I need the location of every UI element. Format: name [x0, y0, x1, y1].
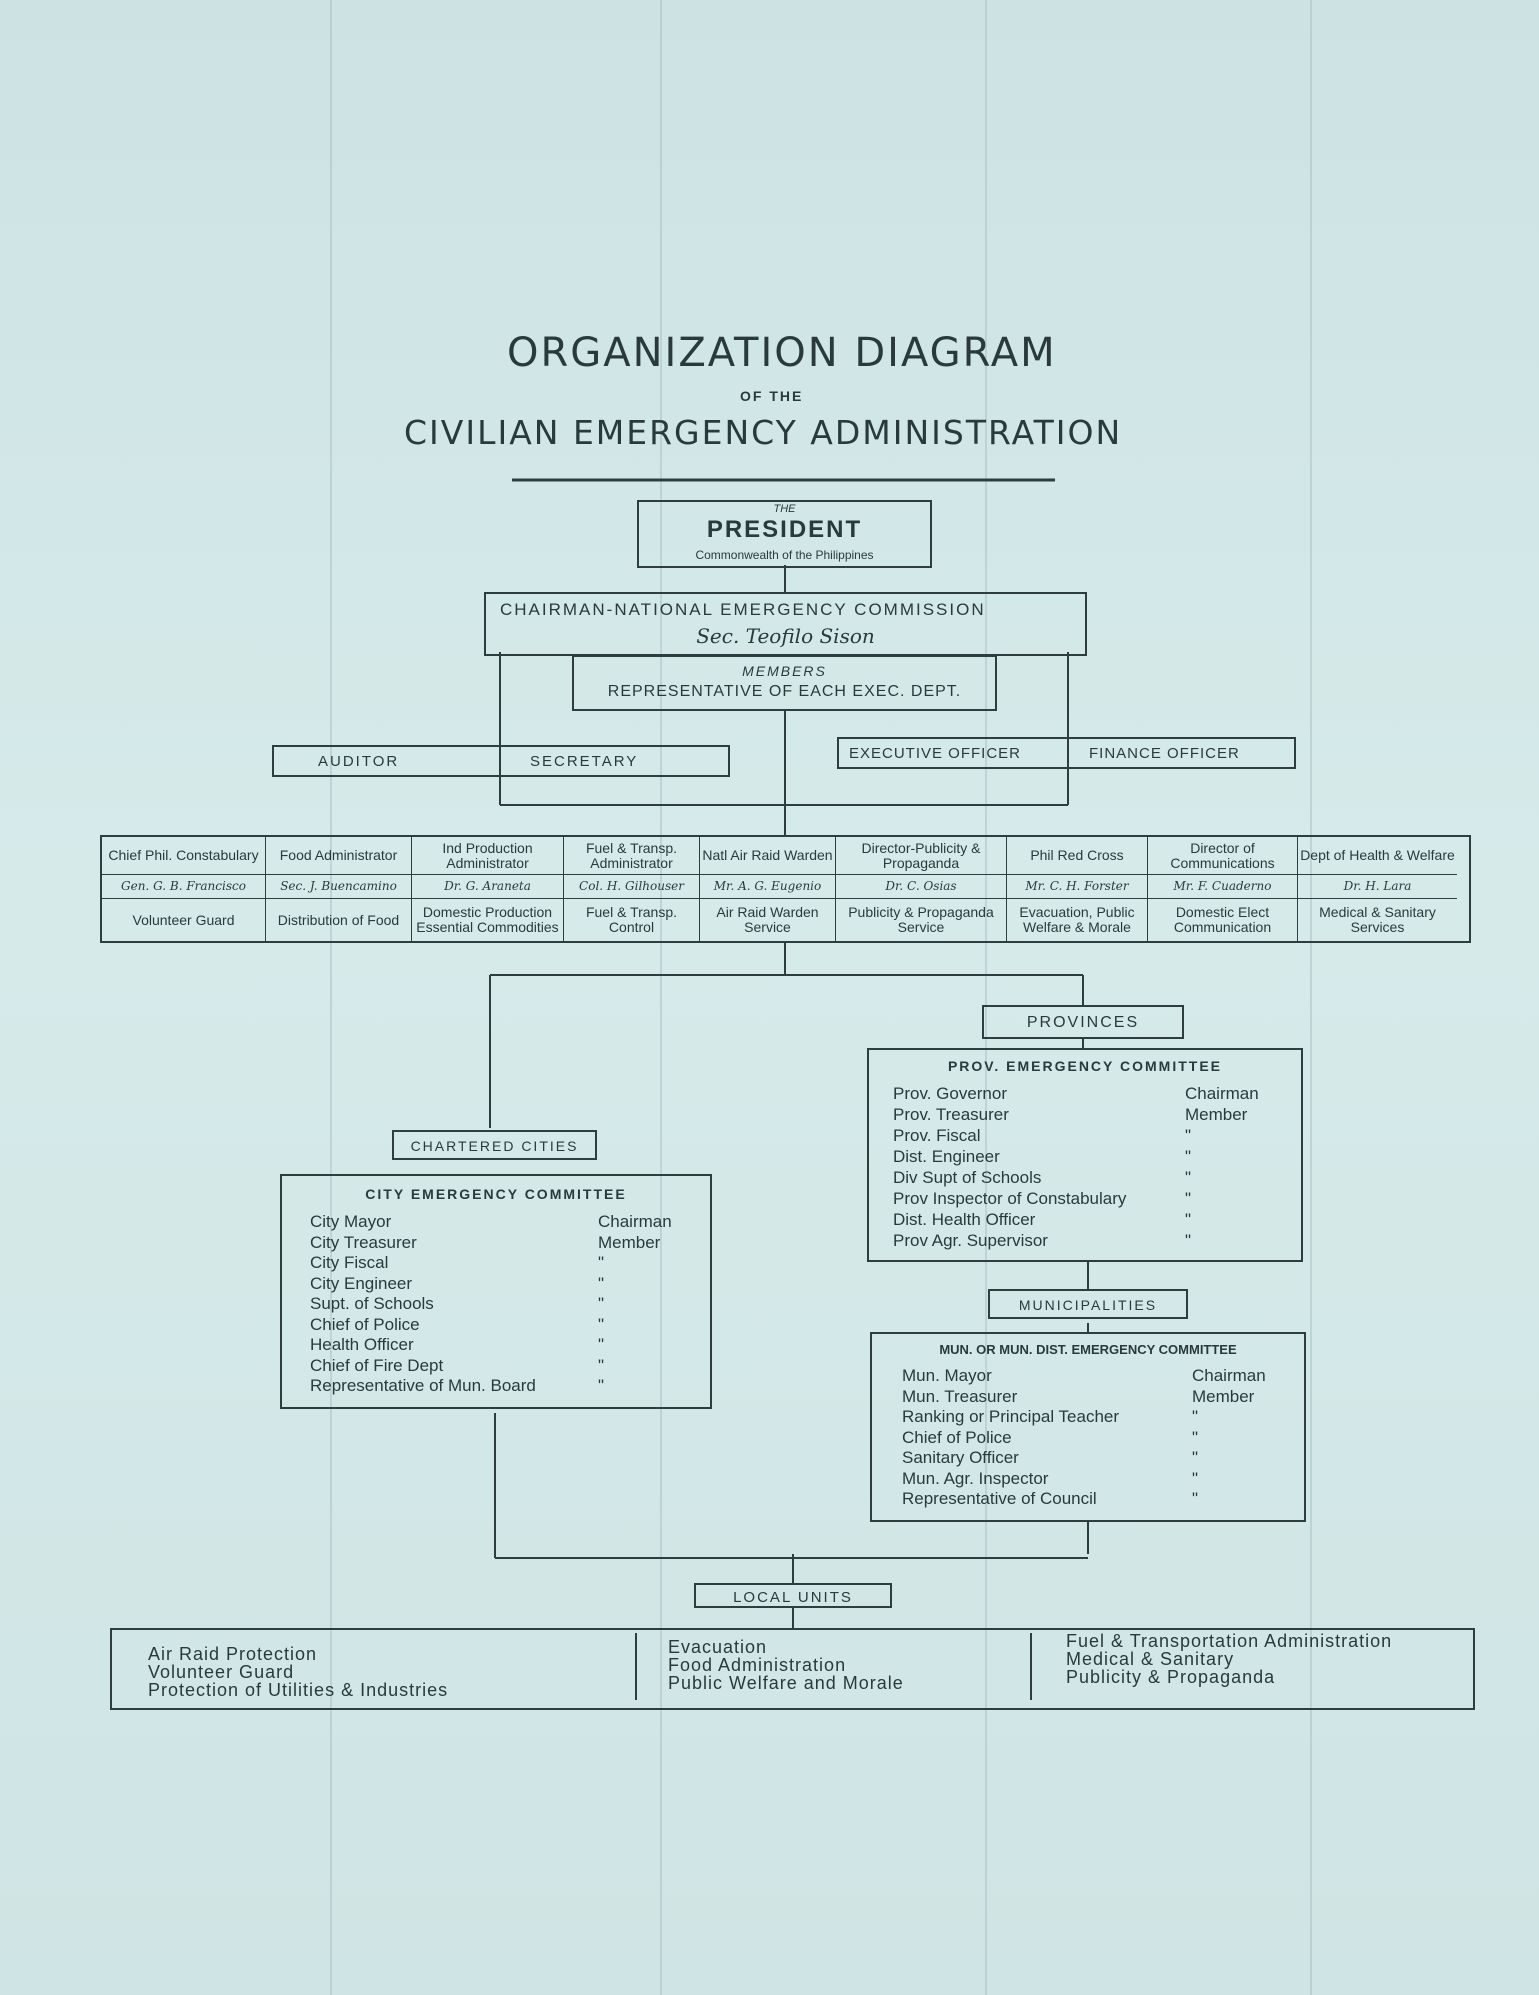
diagram-subtitle: CIVILIAN EMERGENCY ADMINISTRATION — [404, 413, 1123, 452]
mun-committee-box — [870, 1332, 1306, 1522]
committee-member: Chief of Fire Dept — [310, 1355, 444, 1375]
members-box — [572, 655, 997, 711]
committee-member: City Treasurer — [310, 1232, 417, 1252]
prov-committee-title: PROV. EMERGENCY COMMITTEE — [947, 1058, 1223, 1074]
committee-role: " — [1192, 1407, 1199, 1426]
committee-role: " — [598, 1314, 605, 1334]
chartered-cities-label: CHARTERED CITIES — [410, 1138, 579, 1154]
dept-function: Evacuation, Public Welfare & Morale — [1007, 899, 1148, 941]
committee-member: Prov. Fiscal — [893, 1126, 981, 1145]
committee-role: " — [1192, 1448, 1199, 1467]
chartered-cities-label-box — [392, 1130, 597, 1160]
dept-function: Fuel & Transp. Control — [564, 899, 700, 941]
city-committee-box — [280, 1174, 712, 1409]
committee-member: Prov Inspector of Constabulary — [893, 1189, 1127, 1208]
local-unit-item: Air Raid Protection — [148, 1644, 318, 1664]
dept-title: Ind Production Administrator — [412, 837, 564, 875]
dept-name: Dr. H. Lara — [1298, 875, 1457, 899]
dept-name: Dr. C. Osias — [836, 875, 1007, 899]
dept-name: Mr. F. Cuaderno — [1148, 875, 1298, 899]
dept-title: Director-Publicity & Propaganda — [836, 837, 1007, 875]
provinces-label: PROVINCES — [1026, 1014, 1140, 1031]
local-units-label: LOCAL UNITS — [733, 1589, 853, 1606]
committee-member: Dist. Health Officer — [893, 1210, 1036, 1229]
members-title: MEMBERS — [742, 663, 827, 679]
dept-title: Natl Air Raid Warden — [700, 837, 836, 875]
committee-member: Supt. of Schools — [310, 1294, 434, 1313]
dept-function: Air Raid Warden Service — [700, 899, 836, 941]
committee-role: Member — [1192, 1386, 1255, 1406]
local-unit-item: Publicity & Propaganda — [1066, 1667, 1276, 1687]
auditor-secretary-box — [272, 745, 730, 777]
committee-member: Prov. Governor — [893, 1084, 1008, 1103]
committee-member: Chief of Police — [310, 1314, 420, 1334]
president-box — [637, 500, 932, 568]
president-subtitle: Commonwealth of the Philippines — [695, 548, 874, 562]
prov-committee-box — [867, 1048, 1303, 1262]
committee-member: City Engineer — [310, 1273, 413, 1293]
municipalities-label: MUNICIPALITIES — [1018, 1297, 1158, 1313]
committee-role: " — [598, 1355, 605, 1375]
local-units-col2 — [668, 1638, 904, 1692]
committee-member: City Mayor — [310, 1212, 392, 1231]
committee-member: Prov Agr. Supervisor — [893, 1231, 1048, 1250]
committee-role: Member — [1185, 1105, 1248, 1124]
members-subtitle: REPRESENTATIVE OF EACH EXEC. DEPT. — [607, 683, 962, 700]
committee-role: " — [1185, 1168, 1192, 1187]
dept-title: Phil Red Cross — [1007, 837, 1148, 875]
dept-function: Volunteer Guard — [102, 899, 266, 941]
secretary-label: SECRETARY — [530, 753, 639, 770]
committee-member: Representative of Council — [902, 1489, 1097, 1508]
dept-name: Mr. C. H. Forster — [1007, 875, 1148, 899]
committee-role: " — [598, 1335, 605, 1354]
diagram-title: ORGANIZATION DIAGRAM — [507, 330, 1057, 376]
dept-title: Chief Phil. Constabulary — [102, 837, 266, 875]
committee-member: Div Supt of Schools — [893, 1168, 1042, 1187]
provinces-label-box — [982, 1005, 1184, 1039]
dept-function: Medical & Sanitary Services — [1319, 904, 1436, 935]
dept-title: Dept of Health & Welfare — [1298, 837, 1457, 875]
local-units-col1 — [148, 1645, 448, 1699]
committee-role: " — [1185, 1126, 1192, 1145]
executive-officer-label: EXECUTIVE OFFICER — [849, 745, 1022, 762]
mun-committee-title: MUN. OR MUN. DIST. EMERGENCY COMMITTEE — [939, 1342, 1237, 1357]
local-unit-item: Evacuation — [668, 1637, 768, 1657]
department-table — [100, 835, 1471, 943]
committee-member: Mun. Treasurer — [902, 1386, 1018, 1406]
dept-function: Distribution of Food — [266, 899, 412, 941]
committee-member: Mun. Agr. Inspector — [902, 1468, 1049, 1488]
dept-title: Food Administrator — [266, 837, 412, 875]
committee-role: Chairman — [1185, 1084, 1259, 1103]
committee-role: " — [598, 1294, 605, 1313]
city-committee-title: CITY EMERGENCY COMMITTEE — [365, 1186, 627, 1202]
president-pre: THE — [773, 503, 796, 515]
dept-name: Dr. G. Araneta — [412, 875, 564, 899]
local-units-col3 — [1066, 1632, 1392, 1686]
committee-role: " — [1192, 1427, 1199, 1447]
dept-name: Sec. J. Buencamino — [266, 875, 412, 899]
committee-role: " — [598, 1273, 605, 1293]
committee-role: " — [1185, 1231, 1192, 1250]
committee-role: " — [1185, 1147, 1192, 1166]
municipalities-label-box — [988, 1289, 1188, 1319]
committee-member: Prov. Treasurer — [893, 1105, 1009, 1124]
local-unit-item: Protection of Utilities & Industries — [148, 1680, 449, 1700]
committee-role: Member — [598, 1232, 661, 1252]
local-unit-item: Fuel & Transportation Administration — [1066, 1631, 1393, 1651]
committee-role: Chairman — [1192, 1366, 1266, 1385]
local-unit-item: Public Welfare and Morale — [668, 1673, 904, 1693]
committee-member: Dist. Engineer — [893, 1147, 1000, 1166]
dept-function: Domestic Elect Communication — [1148, 899, 1298, 941]
chairman-name: Sec. Teofilo Sison — [696, 624, 875, 648]
finance-officer-label: FINANCE OFFICER — [1089, 745, 1240, 762]
dept-name: Col. H. Gilhouser — [564, 875, 700, 899]
committee-member: Chief of Police — [902, 1427, 1012, 1447]
local-units-box — [110, 1628, 1475, 1710]
auditor-label: AUDITOR — [318, 753, 400, 770]
local-unit-item: Volunteer Guard — [148, 1662, 295, 1682]
chairman-box — [484, 592, 1087, 656]
committee-member: City Fiscal — [310, 1253, 389, 1272]
committee-role: Chairman — [598, 1212, 672, 1231]
committee-member: Mun. Mayor — [902, 1366, 992, 1385]
dept-title: Fuel & Transp. Administrator — [564, 837, 700, 875]
committee-member: Ranking or Principal Teacher — [902, 1407, 1120, 1426]
committee-member: Sanitary Officer — [902, 1448, 1019, 1467]
committee-role: " — [1192, 1468, 1199, 1488]
committee-role: " — [1192, 1489, 1199, 1508]
executive-finance-box — [837, 737, 1296, 769]
local-units-label-box — [694, 1583, 892, 1608]
local-unit-item: Medical & Sanitary — [1066, 1649, 1235, 1669]
chairman-title: CHAIRMAN-NATIONAL EMERGENCY COMMISSION — [500, 600, 986, 619]
committee-member: Health Officer — [310, 1335, 414, 1354]
committee-role: " — [598, 1376, 605, 1395]
committee-member: Representative of Mun. Board — [310, 1376, 536, 1395]
committee-role: " — [598, 1253, 605, 1272]
dept-name: Gen. G. B. Francisco — [102, 875, 266, 899]
president-title: PRESIDENT — [706, 516, 863, 543]
dept-name: Mr. A. G. Eugenio — [700, 875, 836, 899]
dept-function: Domestic Production Essential Commodities — [412, 899, 564, 941]
committee-role: " — [1185, 1210, 1192, 1229]
local-unit-item: Food Administration — [668, 1655, 847, 1675]
dept-title: Director of Communications — [1148, 837, 1298, 875]
diagram-title-of-the: OF THE — [740, 388, 804, 404]
dept-function: Publicity & Propaganda Service — [836, 899, 1007, 941]
committee-role: " — [1185, 1189, 1192, 1208]
